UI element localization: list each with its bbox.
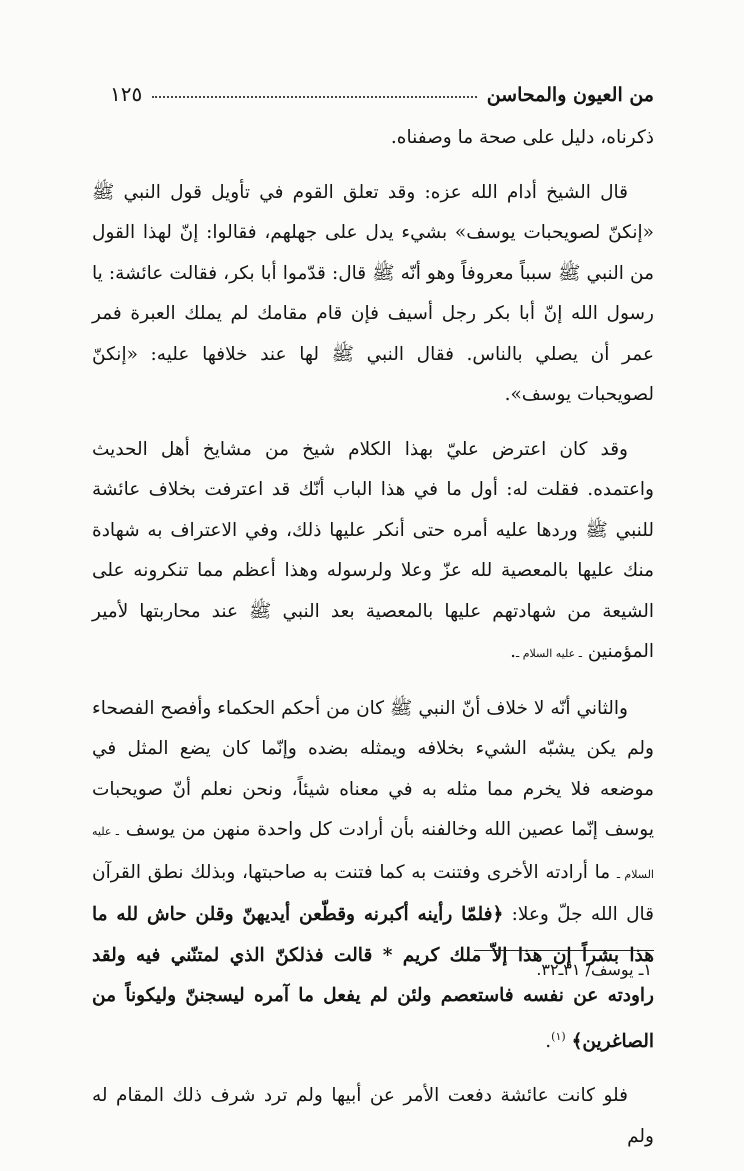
paragraph-3 bbox=[92, 430, 654, 675]
header-dotted-leader bbox=[152, 96, 476, 98]
paragraph-1: ذكرناه، دليل على صحة ما وصفناه. bbox=[390, 127, 654, 148]
page-body bbox=[92, 118, 654, 1171]
honorific-1: ـ عليه السلام ـ bbox=[515, 647, 582, 660]
paragraph-4 bbox=[92, 689, 654, 1063]
paragraph-3-end: . bbox=[510, 641, 516, 662]
paragraph-3-text: وقد كان اعترض عليّ بهذا الكلام شيخ من مشايخ أهل الحديث واعتمده. فقلت له: أول ما في هذا الباب أنّك قد اعترفت بخلاف عائشة للنبي ﷺ وردها عليه أمره حتى أنكر عليها ذلك، وفي الاعتراف به شهادة منك عليها بالمعصية لله عزّ وعلا ولرسوله وهذا أعظم مما تنكرونه على الشيعة من شهادتهم عليها بالمعصية بعد النبي ﷺ عند محاربتها لأمير المؤمنين bbox=[92, 438, 654, 662]
honorific-2: ـ عليه السلام ـ bbox=[92, 825, 654, 881]
page-number: ١٢٥ bbox=[110, 82, 143, 106]
paragraph-5: فلو كانت عائشة دفعت الأمر عن أبيها ولم ترد شرف ذلك المقام له ولم bbox=[92, 1085, 654, 1147]
header-title: من العيون والمحاسن bbox=[486, 84, 654, 106]
running-header bbox=[110, 72, 654, 106]
footnote-reference: (١) bbox=[551, 1029, 566, 1043]
paragraph-4-text-a: والثاني أنّه لا خلاف أنّ النبي ﷺ كان من أحكم الحكماء وأفصح الفصحاء ولم يكن يشبّه الشيء بخلافه ويمثله بضده وإنّما كان يضع المثل في موضعه فلا يخرم مما مثله به في معناه شيئاً، ونحن نعلم أنّ صويحبات يوسف إنّما عصين الله وخالفنه بأن أرادت كل واحدة منهن من يوسف bbox=[92, 697, 654, 840]
paragraph-4-end: . bbox=[545, 1030, 552, 1052]
footnote: ١ـ يوسف/ ٣١ـ٣٢. bbox=[536, 960, 652, 979]
paragraph-4-text-b: ما أرادته الأخرى وفتنت به كما فتنت به صاحبتها، وبذلك نطق القرآن قال الله جلّ وعلا: bbox=[92, 861, 654, 925]
paragraph-2: قال الشيخ أدام الله عزه: وقد تعلق القوم في تأويل قول النبي ﷺ «إنكنّ لصويحبات يوسف» بشيء يدل على جهلهم، فقالوا: إنّ لهذا القول من النبي ﷺ سبباً معروفاً وهو أنّه ﷺ قال: قدّموا أبا بكر، فقالت عائشة: يا رسول الله إنّ أبا بكر رجل أسيف فإن قام مقامك لم يملك العبرة فمر عمر أن يصلي بالناس. فقال النبي ﷺ لها عند خلافها عليه: «إنكنّ لصويحبات يوسف». bbox=[92, 181, 654, 405]
footnote-separator bbox=[474, 950, 654, 951]
quran-verse: ﴿فلمّا رأينه أكبرنه وقطّعن أيديهنّ وقلن حاش لله ما هذا بشراً إن هذا إلاّ ملك كريم * قالت فذلكنّ الذي لمتنّني فيه ولقد راودته عن نفسه فاستعصم ولئن لم يفعل ما آمره ليسجننّ وليكوناً من الصاغرين﴾ bbox=[92, 904, 654, 1052]
